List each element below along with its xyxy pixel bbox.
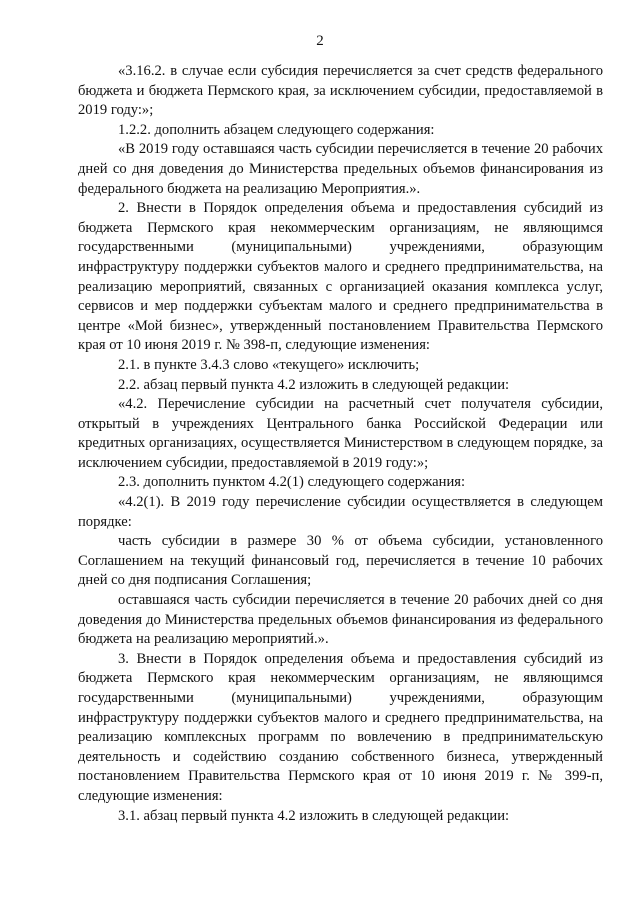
document-body — [78, 62, 603, 826]
paragraph-2-3: 2.3. дополнить пунктом 4.2(1) следующего содержания: — [118, 474, 466, 491]
paragraph-2-1: 2.1. в пункте 3.4.3 слово «текущего» исключить; — [118, 356, 420, 373]
paragraph-1-2-2: 1.2.2. дополнить абзацем следующего содержания: — [118, 121, 435, 138]
paragraph-item-3: 3. Внести в Порядок определения объема и предоставления субсидий из бюджета Пермского края некоммерческим организациям, не являющимся государственными (муниципальными) учреждениями, образующим инфраструктуру поддержки субъектов малого и среднего предпринимательства, на реализацию комплексных программ по вовлечению в предпринимательскую деятельность и содействию созданию собственного бизнеса, утвержденный постановлением Правительства Пермского края от 10 июня 2019 г. № 399-п, следующие изменения: — [78, 650, 603, 804]
paragraph-30-percent: часть субсидии в размере 30 % от объема субсидии, установленного Соглашением на текущий финансовый год, перечисляется в течение 10 рабочих дней со дня подписания Соглашения; — [78, 533, 603, 589]
paragraph-4-2-quote: «4.2. Перечисление субсидии на расчетный счет получателя субсидии, открытый в учреждениях Центрального банка Российской Федерации или кредитных организациях, осуществляется Министерством в следующем порядке, за исключением субсидии, предоставляемой в 2019 году:»; — [78, 396, 603, 471]
paragraph-2-2: 2.2. абзац первый пункта 4.2 изложить в следующей редакции: — [118, 376, 510, 393]
paragraph-3-1: 3.1. абзац первый пункта 4.2 изложить в следующей редакции: — [118, 807, 510, 824]
paragraph-2019-remaining-part: «В 2019 году оставшаяся часть субсидии перечисляется в течение 20 рабочих дней со дня доведения до Министерства предельных объемов финансирования из федерального бюджета на реализацию Мероприятия.». — [78, 141, 603, 197]
page-number: 2 — [316, 33, 324, 49]
paragraph-4-2-1-quote: «4.2(1). В 2019 году перечисление субсидии осуществляется в следующем порядке: — [78, 494, 603, 530]
paragraph-item-2: 2. Внести в Порядок определения объема и предоставления субсидий из бюджета Пермского края некоммерческим организациям, не являющимся государственными (муниципальными) учреждениями, образующим инфраструктуру поддержки субъектов малого и среднего предпринимательства, на реализацию мероприятий, связанных с организацией оказания комплекса услуг, сервисов и мер поддержки субъектам малого и среднего предпринимательства в центре «Мой бизнес», утвержденный постановлением Правительства Пермского края от 10 июня 2019 г. № 398-п, следующие изменения: — [78, 200, 603, 354]
paragraph-3-16-2-quote: «3.16.2. в случае если субсидия перечисляется за счет средств федерального бюджета и бюджета Пермского края, за исключением субсидии, предоставляемой в 2019 году:»; — [78, 63, 603, 119]
paragraph-remaining-20-days: оставшаяся часть субсидии перечисляется в течение 20 рабочих дней со дня доведения до Министерства предельных объемов финансирования из федерального бюджета на реализацию мероприятий.». — [78, 592, 603, 648]
